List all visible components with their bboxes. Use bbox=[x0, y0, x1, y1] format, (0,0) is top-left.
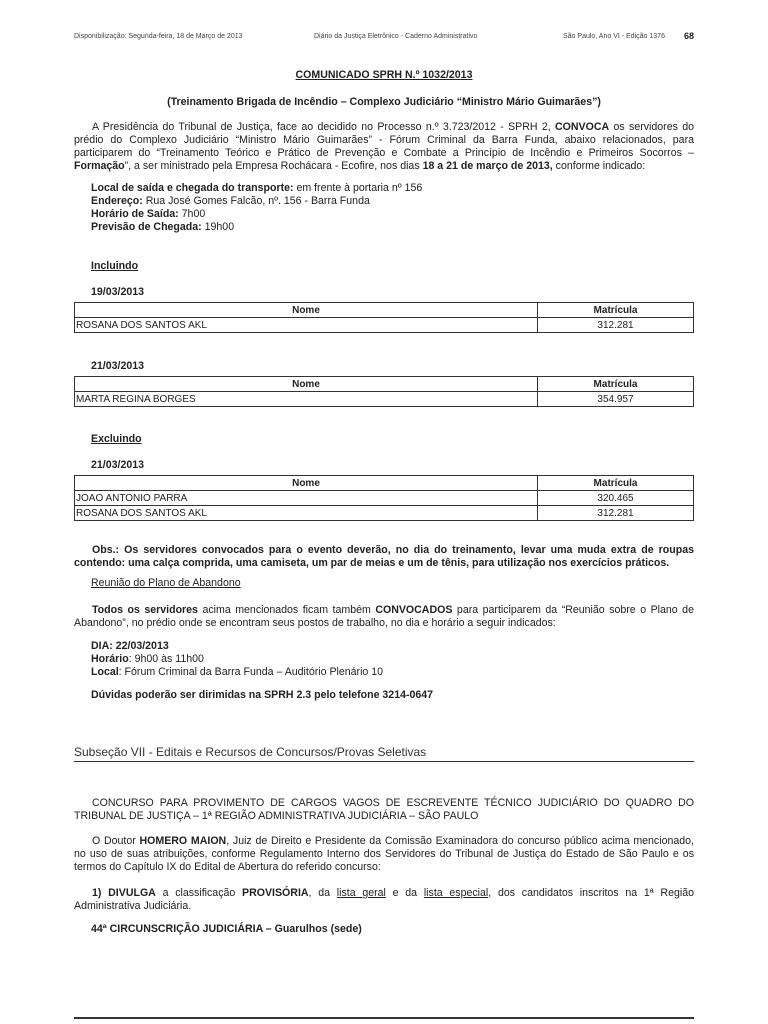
incluindo-table-1 bbox=[74, 302, 694, 333]
cell-nome: ROSANA DOS SANTOS AKL bbox=[75, 318, 538, 333]
heading-text: Incluindo bbox=[91, 260, 139, 272]
excluindo-date bbox=[74, 459, 694, 472]
comunicado-title: COMUNICADO SPRH N.º 1032/2013 bbox=[295, 69, 473, 81]
obs-label: Obs.: bbox=[92, 544, 120, 556]
duvidas-line bbox=[74, 689, 694, 702]
heading-text: Excluindo bbox=[91, 433, 142, 445]
value: 7h00 bbox=[178, 208, 206, 220]
concurso-paragraph-2 bbox=[74, 887, 694, 913]
header-journal-name: Diário da Justiça Eletrônico - Caderno Administrativo bbox=[314, 33, 478, 40]
table-header-row bbox=[75, 377, 694, 392]
reuniao-paragraph bbox=[74, 604, 694, 630]
label: Horário bbox=[91, 653, 129, 665]
text-run-bold: HOMERO MAION bbox=[139, 835, 227, 847]
cell-matricula: 320.465 bbox=[538, 491, 694, 506]
dia-text: DIA: 22/03/2013 bbox=[91, 640, 169, 652]
transport-address bbox=[91, 195, 694, 208]
reuniao-local bbox=[91, 666, 694, 679]
obs-paragraph bbox=[74, 544, 694, 570]
table-header-row bbox=[75, 303, 694, 318]
text-run-bold: CONVOCA bbox=[555, 121, 610, 133]
reuniao-details bbox=[74, 640, 694, 679]
text-run: ”, a ser ministrado pela Empresa Rochácara - Ecofire, nos dias bbox=[124, 160, 423, 172]
column-header-nome: Nome bbox=[75, 476, 538, 491]
text-run-bold: PROVISÓRIA bbox=[242, 887, 309, 899]
table-row bbox=[75, 506, 694, 521]
document-body bbox=[74, 64, 694, 936]
text-run: os servidores do prédio do Complexo Judiciário “Ministro Mário Guimarães” - Fórum Criminal da Barra Funda, abaixo relacionados, para participarem do “Treinamento Teórico e Prático de Prevenção e Combate a Princípio de Incêndio e Primeiros Socorros – bbox=[74, 121, 694, 159]
label: Previsão de Chegada: bbox=[91, 221, 202, 233]
value: 19h00 bbox=[201, 221, 235, 233]
concurso-heading: CONCURSO PARA PROVIMENTO DE CARGOS VAGOS DE ESCREVENTE TÉCNICO JUDICIÁRIO DO QUADRO DO TRIBUNAL DE JUSTIÇA – 1ª REGIÃO ADMINISTRATIVA JUDICIÁRIA – SÃO PAULO bbox=[74, 797, 694, 822]
header-availability-date: Disponibilização: Segunda-feira, 18 de Março de 2013 bbox=[74, 33, 243, 40]
text-run: , dos candidatos inscritos na 1ª Região Administrativa Judiciária. bbox=[74, 887, 694, 912]
transport-departure bbox=[91, 208, 694, 221]
text-run-bold: Formação bbox=[74, 160, 125, 172]
text-run: , Juiz de Direito e Presidente da Comissão Examinadora do concurso público acima mencionado, no uso de suas atribuições, conforme Regulamento Interno dos Servidores do Tribunal de Justiça do Estado de São Paulo e os termos do Capítulo IX do Edital de Abertura do referido concurso: bbox=[74, 835, 694, 873]
excluindo-table bbox=[74, 475, 694, 521]
label: Endereço: bbox=[91, 195, 143, 207]
label: Local de saída e chegada do transporte: bbox=[91, 182, 294, 194]
circunscricao-heading bbox=[74, 923, 694, 936]
page-bottom-rule bbox=[74, 1017, 694, 1019]
reuniao-horario bbox=[91, 653, 694, 666]
text-run: A Presidência do Tribunal de Justiça, face ao decidido no Processo n.º 3.723/2012 - SPRH 2, bbox=[92, 121, 556, 133]
value: : 9h00 às 11h00 bbox=[128, 653, 204, 665]
text-run: acima mencionados ficam também bbox=[197, 604, 376, 616]
link-lista-especial: lista especial bbox=[423, 887, 489, 899]
label: Local bbox=[91, 666, 119, 678]
text-run-bold: 18 a 21 de março de 2013, bbox=[422, 160, 553, 172]
cell-nome: MARTA REGINA BORGES bbox=[75, 392, 538, 407]
cell-nome: JOAO ANTONIO PARRA bbox=[75, 491, 538, 506]
column-header-matricula: Matrícula bbox=[538, 476, 694, 491]
column-header-nome: Nome bbox=[75, 303, 538, 318]
cell-matricula: 354.957 bbox=[538, 392, 694, 407]
value: : Fórum Criminal da Barra Funda – Auditório Plenário 10 bbox=[118, 666, 384, 678]
text-run: a classificação bbox=[155, 887, 243, 899]
text-run: , da bbox=[308, 887, 337, 899]
concurso-paragraph-1 bbox=[74, 835, 694, 874]
table-header-row bbox=[75, 476, 694, 491]
cell-nome: ROSANA DOS SANTOS AKL bbox=[75, 506, 538, 521]
table-row bbox=[75, 491, 694, 506]
table-row bbox=[75, 392, 694, 407]
transport-local bbox=[91, 182, 694, 195]
duvidas-text: Dúvidas poderão ser dirimidas na SPRH 2.3 pelo telefone 3214-0647 bbox=[91, 689, 434, 701]
date-text: 21/03/2013 bbox=[91, 459, 145, 471]
heading-text: Reunião do Plano de Abandono bbox=[91, 577, 241, 589]
text-run-bold: Todos os servidores bbox=[92, 604, 198, 616]
cell-matricula: 312.281 bbox=[538, 506, 694, 521]
reuniao-dia bbox=[91, 640, 694, 653]
text-run-bold: CONVOCADOS bbox=[375, 604, 453, 616]
text-run: e da bbox=[385, 887, 424, 899]
column-header-matricula: Matrícula bbox=[538, 303, 694, 318]
page-number: 68 bbox=[683, 31, 694, 41]
excluindo-heading bbox=[74, 433, 694, 446]
table-row bbox=[75, 318, 694, 333]
subsecao-title: Subseção VII - Editais e Recursos de Concursos/Provas Seletivas bbox=[74, 746, 694, 762]
comunicado-paragraph bbox=[74, 121, 694, 173]
text-run: O Doutor bbox=[92, 835, 140, 847]
header-edition: São Paulo, Ano VI - Edição 1376 bbox=[563, 33, 665, 40]
link-lista-geral: lista geral bbox=[336, 887, 386, 899]
text-run: para participarem da “Reunião sobre o Plano de Abandono”, no prédio onde se encontram seus postos de trabalho, no dia e horário a seguir indicados: bbox=[74, 604, 694, 629]
incluindo-date-2 bbox=[74, 360, 694, 373]
reuniao-heading bbox=[74, 577, 694, 590]
value: em frente à portaria nº 156 bbox=[293, 182, 423, 194]
comunicado-subtitle: (Treinamento Brigada de Incêndio – Complexo Judiciário “Ministro Mário Guimarães”) bbox=[167, 96, 601, 108]
column-header-nome: Nome bbox=[75, 377, 538, 392]
text-run-bold: 1) DIVULGA bbox=[92, 887, 156, 899]
obs-text: Os servidores convocados para o evento deverão, no dia do treinamento, levar uma muda extra de roupas contendo: uma calça comprida, uma camiseta, um par de meias e um de tênis, para utilização nos exercícios práticos. bbox=[74, 544, 694, 569]
circunscricao-text: 44ª CIRCUNSCRIÇÃO JUDICIÁRIA – Guarulhos (sede) bbox=[91, 923, 362, 935]
transport-info bbox=[74, 182, 694, 234]
date-text: 21/03/2013 bbox=[91, 360, 145, 372]
column-header-matricula: Matrícula bbox=[538, 377, 694, 392]
text-run: conforme indicado: bbox=[552, 160, 646, 172]
incluindo-heading bbox=[74, 260, 694, 273]
transport-arrival bbox=[91, 221, 694, 234]
label: Horário de Saída: bbox=[91, 208, 179, 220]
date-text: 19/03/2013 bbox=[91, 286, 145, 298]
value: Rua José Gomes Falcão, nº. 156 - Barra Funda bbox=[142, 195, 370, 207]
cell-matricula: 312.281 bbox=[538, 318, 694, 333]
incluindo-date-1 bbox=[74, 286, 694, 299]
page-header bbox=[74, 31, 694, 45]
incluindo-table-2 bbox=[74, 376, 694, 407]
